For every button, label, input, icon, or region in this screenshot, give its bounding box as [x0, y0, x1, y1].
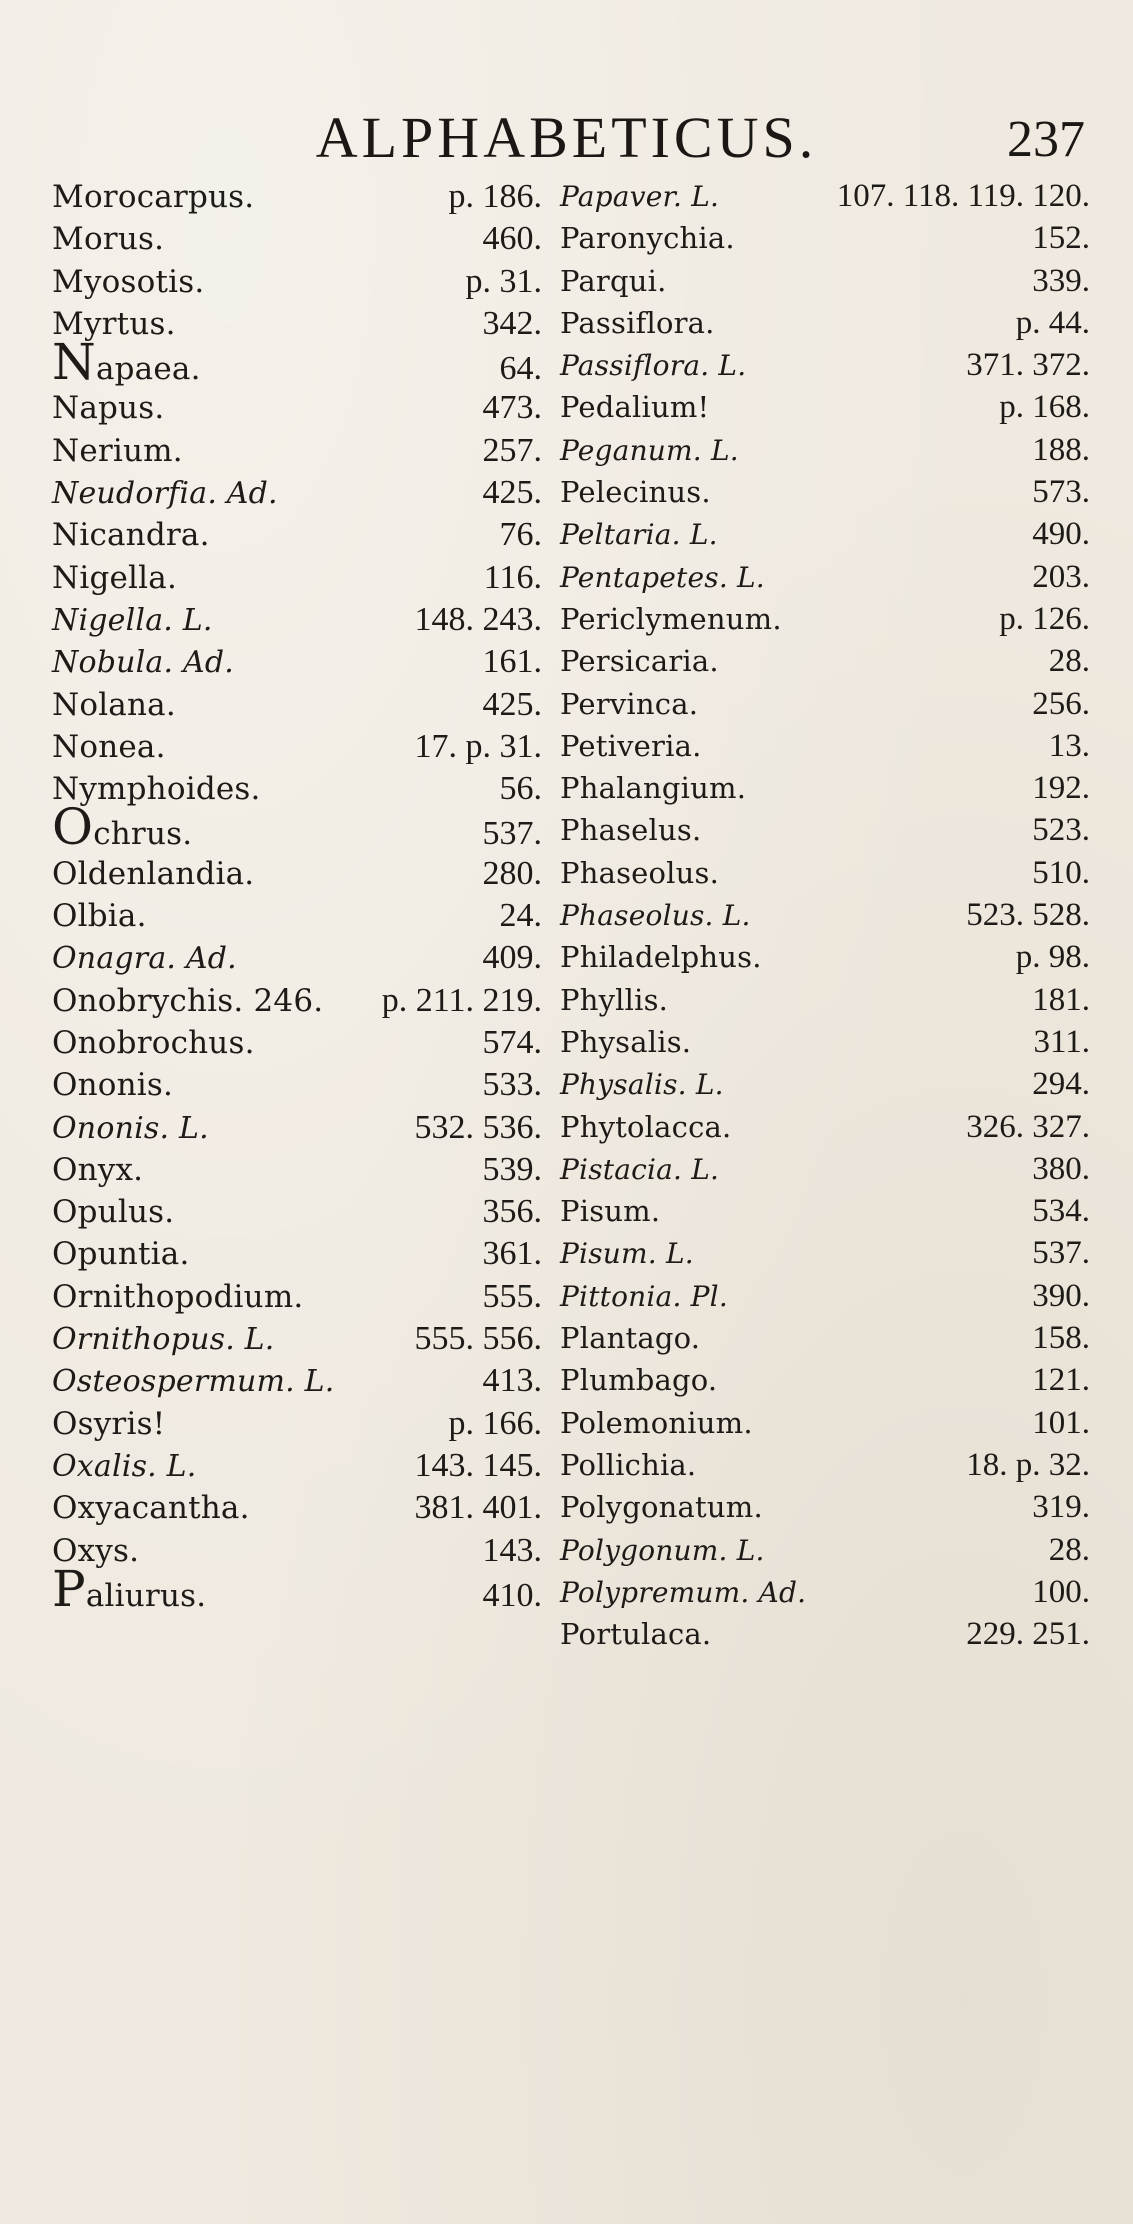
entry-term: Ornithopus. L. [52, 1322, 275, 1358]
entry-page-ref: 381. 401. [414, 1489, 542, 1527]
index-entry [560, 389, 1090, 431]
entry-page-ref: 64. [499, 350, 542, 388]
index-entry [52, 432, 542, 474]
index-entry [560, 770, 1090, 812]
index-entry [560, 982, 1090, 1024]
index-entry [560, 1447, 1090, 1489]
entry-page-ref: 116. [483, 558, 542, 596]
entry-term: Nolana. [52, 686, 176, 723]
index-entry [560, 1235, 1090, 1277]
index-entry [560, 1405, 1090, 1447]
entry-page-ref: 107. 118. 119. 120. [836, 178, 1090, 214]
entry-term: Phaselus. [560, 813, 702, 848]
entry-term: Nonea. [52, 728, 166, 765]
entry-term: Osyris! [52, 1405, 166, 1442]
entry-page-ref: 555. [482, 1277, 542, 1315]
index-entry [560, 1109, 1090, 1151]
entry-term: Pittonia. Pl. [560, 1279, 728, 1313]
entry-page-ref: 203. [1032, 558, 1090, 595]
entry-term: Plumbago. [560, 1363, 718, 1398]
entry-page-ref: 100. [1032, 1573, 1090, 1610]
entry-term: Olbia. [52, 898, 147, 935]
entry-term: Phaseolus. [560, 855, 720, 890]
index-entry [52, 178, 542, 220]
index-entry [52, 728, 542, 770]
index-entry [52, 516, 542, 558]
entry-page-ref: 523. 528. [966, 897, 1090, 934]
entry-page-ref: 257. [482, 431, 542, 469]
entry-page-ref: 510. [1032, 854, 1090, 891]
entry-term: Pistacia. L. [560, 1152, 720, 1186]
entry-page-ref: 56. [499, 770, 542, 808]
entry-page-ref: 490. [1032, 516, 1090, 553]
index-entry [52, 333, 542, 392]
entry-page-ref: 410. [482, 1576, 542, 1614]
index-entry [560, 1193, 1090, 1235]
entry-page-ref: 294. [1032, 1066, 1090, 1103]
index-entry [560, 1362, 1090, 1404]
entry-page-ref: 28. [1048, 1531, 1090, 1568]
entry-page-ref: 17. p. 31. [414, 727, 542, 765]
entry-page-ref: 534. [1032, 1193, 1090, 1230]
entry-term: Ornithopodium. [52, 1278, 304, 1315]
index-entry [560, 1532, 1090, 1574]
index-entry [560, 1320, 1090, 1362]
entry-term: Myosotis. [52, 263, 205, 300]
index-entry [52, 982, 542, 1024]
entry-term: Morocarpus. [52, 179, 255, 215]
index-entry [52, 474, 542, 516]
index-entry [52, 1447, 542, 1489]
entry-term: Polygonatum. [560, 1490, 763, 1525]
entry-page-ref: 533. [482, 1066, 542, 1104]
index-entry [52, 559, 542, 601]
entry-term: Polemonium. [560, 1405, 753, 1440]
entry-term: Peganum. L. [560, 433, 739, 467]
entry-page-ref: p. 126. [999, 600, 1090, 637]
entry-page-ref: 574. [482, 1023, 542, 1061]
entry-term: Paronychia. [560, 221, 735, 256]
entry-page-ref: 18. p. 32. [966, 1446, 1090, 1483]
entry-term: Passiflora. [560, 305, 715, 340]
index-entry [52, 1559, 542, 1618]
index-entry [560, 1574, 1090, 1616]
index-entry [560, 1066, 1090, 1108]
entry-term: Pisum. L. [560, 1237, 694, 1271]
entry-term: Passiflora. L. [560, 349, 747, 383]
entry-term: Pisum. [560, 1194, 661, 1229]
index-entry [560, 855, 1090, 897]
entry-page-ref: 555. 556. [414, 1320, 542, 1358]
entry-page-ref: 573. [1032, 474, 1090, 511]
entry-term: Nobula. Ad. [52, 645, 234, 681]
entry-page-ref: 532. 536. [414, 1108, 542, 1146]
entry-page-ref: 121. [1032, 1362, 1090, 1399]
entry-term: Onobrychis. 246. [52, 982, 324, 1019]
entry-term: Myrtus. [52, 305, 176, 342]
entry-page-ref: 256. [1032, 685, 1090, 722]
entry-page-ref: 13. [1048, 727, 1090, 764]
entry-term: Ononis. L. [52, 1110, 209, 1146]
entry-page-ref: 143. [482, 1531, 542, 1569]
entry-term: Philadelphus. [560, 940, 762, 975]
entry-page-ref: 537. [1032, 1235, 1090, 1272]
index-entry [560, 1489, 1090, 1531]
entry-page-ref: 537. [482, 815, 542, 853]
entry-term: Peltaria. L. [560, 518, 718, 552]
entry-term: Pedalium! [560, 390, 710, 425]
index-entry [52, 389, 542, 431]
entry-page-ref: 181. [1032, 981, 1090, 1018]
entry-page-ref: 371. 372. [966, 347, 1090, 384]
page-number: 237 [1007, 111, 1085, 168]
index-entry [560, 432, 1090, 474]
entry-page-ref: p. 31. [465, 262, 542, 300]
entry-page-ref: p. 44. [1015, 304, 1090, 341]
entry-term: Phalangium. [560, 771, 747, 806]
entry-term: Phaseolus. L. [560, 899, 751, 933]
entry-page-ref: 425. [482, 474, 542, 512]
entry-term: Onagra. Ad. [52, 941, 237, 977]
index-entry [52, 1405, 542, 1447]
entry-term: Napaea. [52, 333, 201, 392]
entry-page-ref: 280. [482, 854, 542, 892]
entry-term: Pelecinus. [560, 475, 711, 510]
index-entry [52, 1362, 542, 1404]
entry-page-ref: p. 166. [448, 1404, 542, 1442]
entry-term: Pollichia. [560, 1447, 697, 1482]
index-entry [52, 1109, 542, 1151]
entry-page-ref: 148. 243. [414, 600, 542, 638]
entry-term: Onobrochus. [52, 1024, 255, 1061]
index-entry [52, 1320, 542, 1362]
entry-page-ref: 356. [482, 1193, 542, 1231]
index-entry [560, 812, 1090, 854]
index-column-right [560, 178, 1090, 1658]
entry-term: Nymphoides. [52, 771, 261, 808]
entry-page-ref: 339. [1032, 262, 1090, 299]
index-entry [52, 686, 542, 728]
entry-term: Petiveria. [560, 728, 702, 763]
entry-term: Persicaria. [560, 644, 719, 679]
index-entry [560, 347, 1090, 389]
entry-term: Periclymenum. [560, 601, 782, 636]
entry-term: Ochrus. [52, 798, 193, 857]
entry-term: Pervinca. [560, 686, 699, 721]
entry-page-ref: 342. [482, 304, 542, 342]
index-entry [560, 686, 1090, 728]
entry-term: Nigella. L. [52, 602, 213, 638]
entry-term: Physalis. L. [560, 1068, 724, 1102]
entry-term: Phytolacca. [560, 1109, 732, 1144]
entry-term: Plantago. [560, 1321, 701, 1356]
index-entry [52, 601, 542, 643]
index-entry [52, 939, 542, 981]
entry-term: Opuntia. [52, 1236, 190, 1273]
index-entry [560, 516, 1090, 558]
index-entry [560, 939, 1090, 981]
index-column-left [52, 178, 542, 1616]
entry-page-ref: 361. [482, 1235, 542, 1273]
entry-term: Oxyacantha. [52, 1490, 250, 1527]
entry-term: Physalis. [560, 1024, 692, 1059]
entry-page-ref: 326. 327. [966, 1108, 1090, 1145]
index-entry [52, 1235, 542, 1277]
index-entry [52, 855, 542, 897]
entry-page-ref: 413. [482, 1362, 542, 1400]
entry-page-ref: 319. [1032, 1489, 1090, 1526]
entry-page-ref: 390. [1032, 1277, 1090, 1314]
entry-term: Parqui. [560, 263, 667, 298]
entry-term: Papaver. L. [560, 180, 720, 213]
index-entry [560, 1616, 1090, 1658]
entry-page-ref: 101. [1032, 1404, 1090, 1441]
index-entry [560, 1278, 1090, 1320]
index-entry [560, 559, 1090, 601]
entry-term: Opulus. [52, 1194, 175, 1231]
entry-page-ref: 460. [482, 220, 542, 258]
entry-term: Nigella. [52, 559, 177, 596]
running-title: ALPHABETICUS. [315, 105, 818, 170]
index-entry [52, 1151, 542, 1193]
entry-term: Portulaca. [560, 1617, 712, 1652]
entry-page-ref: 425. [482, 685, 542, 723]
entry-page-ref: p. 98. [1015, 939, 1090, 976]
entry-term: Polygonum. L. [560, 1533, 765, 1567]
entry-term: Paliurus. [52, 1559, 207, 1618]
entry-term: Napus. [52, 390, 165, 427]
entry-term: Osteospermum. L. [52, 1364, 335, 1400]
entry-page-ref: 188. [1032, 431, 1090, 468]
entry-page-ref: 473. [482, 389, 542, 427]
index-entry [52, 1066, 542, 1108]
index-entry [52, 220, 542, 262]
entry-page-ref: 158. [1032, 1320, 1090, 1357]
index-entry [52, 263, 542, 305]
entry-page-ref: 24. [499, 897, 542, 935]
entry-page-ref: 523. [1032, 812, 1090, 849]
entry-term: Polypremum. Ad. [560, 1575, 807, 1609]
entry-term: Phyllis. [560, 982, 669, 1017]
entry-term: Pentapetes. L. [560, 560, 765, 594]
entry-page-ref: 409. [482, 939, 542, 977]
index-entry [560, 1151, 1090, 1193]
entry-term: Ononis. [52, 1067, 174, 1104]
index-entry [52, 1278, 542, 1320]
index-entry [52, 1532, 542, 1574]
entry-page-ref: 76. [499, 516, 542, 554]
index-entry [560, 728, 1090, 770]
entry-term: Morus. [52, 221, 165, 258]
index-entry [52, 305, 542, 347]
index-entry [560, 897, 1090, 939]
entry-page-ref: 229. 251. [966, 1616, 1090, 1653]
index-entry [560, 601, 1090, 643]
index-entry [52, 1489, 542, 1531]
index-entry [560, 263, 1090, 305]
index-entry [52, 643, 542, 685]
entry-term: Neudorfia. Ad. [52, 476, 278, 512]
entry-page-ref: 380. [1032, 1150, 1090, 1187]
entry-page-ref: 539. [482, 1150, 542, 1188]
entry-term: Oxys. [52, 1532, 140, 1569]
index-entry [52, 798, 542, 857]
entry-term: Oldenlandia. [52, 855, 255, 892]
entry-page-ref: 192. [1032, 770, 1090, 807]
index-entry [560, 178, 1090, 220]
index-entry [52, 1193, 542, 1235]
index-entry [560, 1024, 1090, 1066]
entry-term: Nerium. [52, 432, 183, 469]
entry-term: Oxalis. L. [52, 1448, 197, 1484]
entry-page-ref: 143. 145. [414, 1446, 542, 1484]
entry-page-ref: 311. [1033, 1023, 1090, 1060]
index-entry [560, 220, 1090, 262]
index-entry [560, 474, 1090, 516]
entry-page-ref: p. 211. 219. [381, 981, 542, 1019]
entry-term: Nicandra. [52, 517, 210, 554]
index-entry [52, 770, 542, 812]
entry-page-ref: p. 168. [999, 389, 1090, 426]
entry-term: Onyx. [52, 1151, 144, 1188]
index-entry [560, 643, 1090, 685]
index-entry [52, 897, 542, 939]
entry-page-ref: 152. [1032, 220, 1090, 257]
entry-page-ref: p. 186. [448, 178, 542, 215]
entry-page-ref: 28. [1048, 643, 1090, 680]
index-entry [560, 305, 1090, 347]
index-entry [52, 1024, 542, 1066]
entry-page-ref: 161. [482, 643, 542, 681]
